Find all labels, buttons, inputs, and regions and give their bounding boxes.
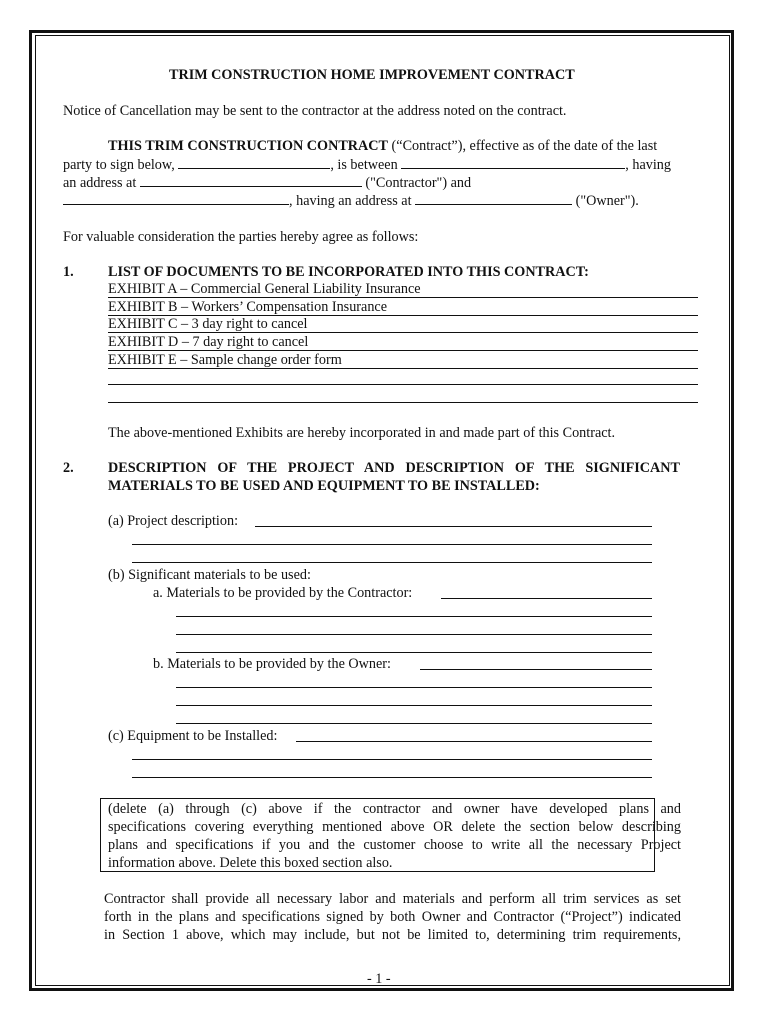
owner-name-blank[interactable] [63, 191, 289, 205]
project-description-label: (a) Project description: [108, 513, 239, 529]
owner-address-blank[interactable] [415, 191, 572, 205]
materials-owner-line[interactable] [176, 723, 652, 724]
boxed-note-line-1: (delete (a) through (c) above if the contractor and owner have developed plans and [108, 801, 681, 817]
intro-line4-b: ("Owner"). [575, 193, 639, 209]
materials-owner-label: b. Materials to be provided by the Owner: [153, 656, 391, 672]
intro-line2-c: , having [625, 157, 671, 173]
materials-contractor-line[interactable] [176, 652, 652, 653]
equipment-line[interactable] [132, 759, 652, 760]
contractor-name-blank[interactable] [401, 155, 625, 169]
document-title: TRIM CONSTRUCTION HOME IMPROVEMENT CONTRACT [169, 67, 575, 83]
exhibit-b: EXHIBIT B – Workers’ Compensation Insurance [108, 299, 698, 316]
intro-line3-b: ("Contractor") and [365, 175, 472, 191]
intro-after-lead: (“Contract”), effective as of the date of the last [388, 138, 658, 154]
party-name-blank[interactable] [178, 155, 330, 169]
exhibit-e: EXHIBIT E – Sample change order form [108, 352, 698, 369]
intro-line2-a: party to sign below, [63, 157, 175, 173]
section-2-number: 2. [63, 460, 74, 476]
section-1-heading: LIST OF DOCUMENTS TO BE INCORPORATED INTO THIS CONTRACT: [108, 264, 589, 280]
equipment-line[interactable] [132, 777, 652, 778]
contractor-address-blank[interactable] [140, 173, 362, 187]
notice-text: Notice of Cancellation may be sent to the contractor at the address noted on the contract. [63, 103, 567, 119]
materials-owner-line[interactable] [176, 705, 652, 706]
exhibit-blank-line[interactable] [108, 402, 698, 403]
exhibit-a: EXHIBIT A – Commercial General Liability Insurance [108, 281, 698, 298]
materials-owner-line[interactable] [420, 669, 652, 670]
project-description-line[interactable] [132, 544, 652, 545]
section-2-heading-line-1: DESCRIPTION OF THE PROJECT AND DESCRIPTION OF THE SIGNIFICANT [108, 460, 680, 476]
materials-contractor-label: a. Materials to be provided by the Contractor: [153, 585, 413, 601]
exhibit-blank-line[interactable] [108, 384, 698, 385]
section-1-number: 1. [63, 264, 74, 280]
intro-line-2 [63, 155, 671, 174]
closing-line-2: forth in the plans and specifications signed by both Owner and Contractor (“Project”) indicated [104, 909, 681, 925]
project-description-line[interactable] [132, 562, 652, 563]
boxed-note-line-3: plans and specifications if you and the customer choose to write all the necessary Project [108, 837, 681, 853]
intro-line-4 [63, 191, 639, 210]
exhibits-incorporated-text: The above-mentioned Exhibits are hereby incorporated in and made part of this Contract. [108, 425, 616, 441]
closing-line-1: Contractor shall provide all necessary labor and materials and perform all trim services as set [104, 891, 681, 907]
intro-line-3 [63, 173, 471, 192]
exhibit-c: EXHIBIT C – 3 day right to cancel [108, 316, 698, 333]
project-description-line[interactable] [255, 526, 652, 527]
section-2-heading-line-2: MATERIALS TO BE USED AND EQUIPMENT TO BE INSTALLED: [108, 478, 540, 494]
consideration-text: For valuable consideration the parties hereby agree as follows: [63, 229, 419, 245]
boxed-note-line-2: specifications covering everything mentioned above OR delete the section below describing [108, 819, 681, 835]
page-number: - 1 - [367, 971, 391, 987]
equipment-label: (c) Equipment to be Installed: [108, 728, 278, 744]
intro-line4-a: , having an address at [289, 193, 412, 209]
materials-contractor-line[interactable] [176, 634, 652, 635]
equipment-line[interactable] [296, 741, 652, 742]
closing-line-3: in Section 1 above, which may include, but not be limited to, determining trim requirements, [104, 927, 681, 943]
materials-contractor-line[interactable] [441, 598, 652, 599]
boxed-note-line-4: information above. Delete this boxed section also. [108, 855, 393, 871]
intro-line-1 [108, 137, 657, 155]
intro-line2-b: , is between [330, 157, 398, 173]
exhibit-d: EXHIBIT D – 7 day right to cancel [108, 334, 698, 351]
significant-materials-label: (b) Significant materials to be used: [108, 567, 311, 583]
materials-owner-line[interactable] [176, 687, 652, 688]
intro-line3-a: an address at [63, 175, 137, 191]
materials-contractor-line[interactable] [176, 616, 652, 617]
intro-bold-lead: THIS TRIM CONSTRUCTION CONTRACT [108, 138, 388, 154]
